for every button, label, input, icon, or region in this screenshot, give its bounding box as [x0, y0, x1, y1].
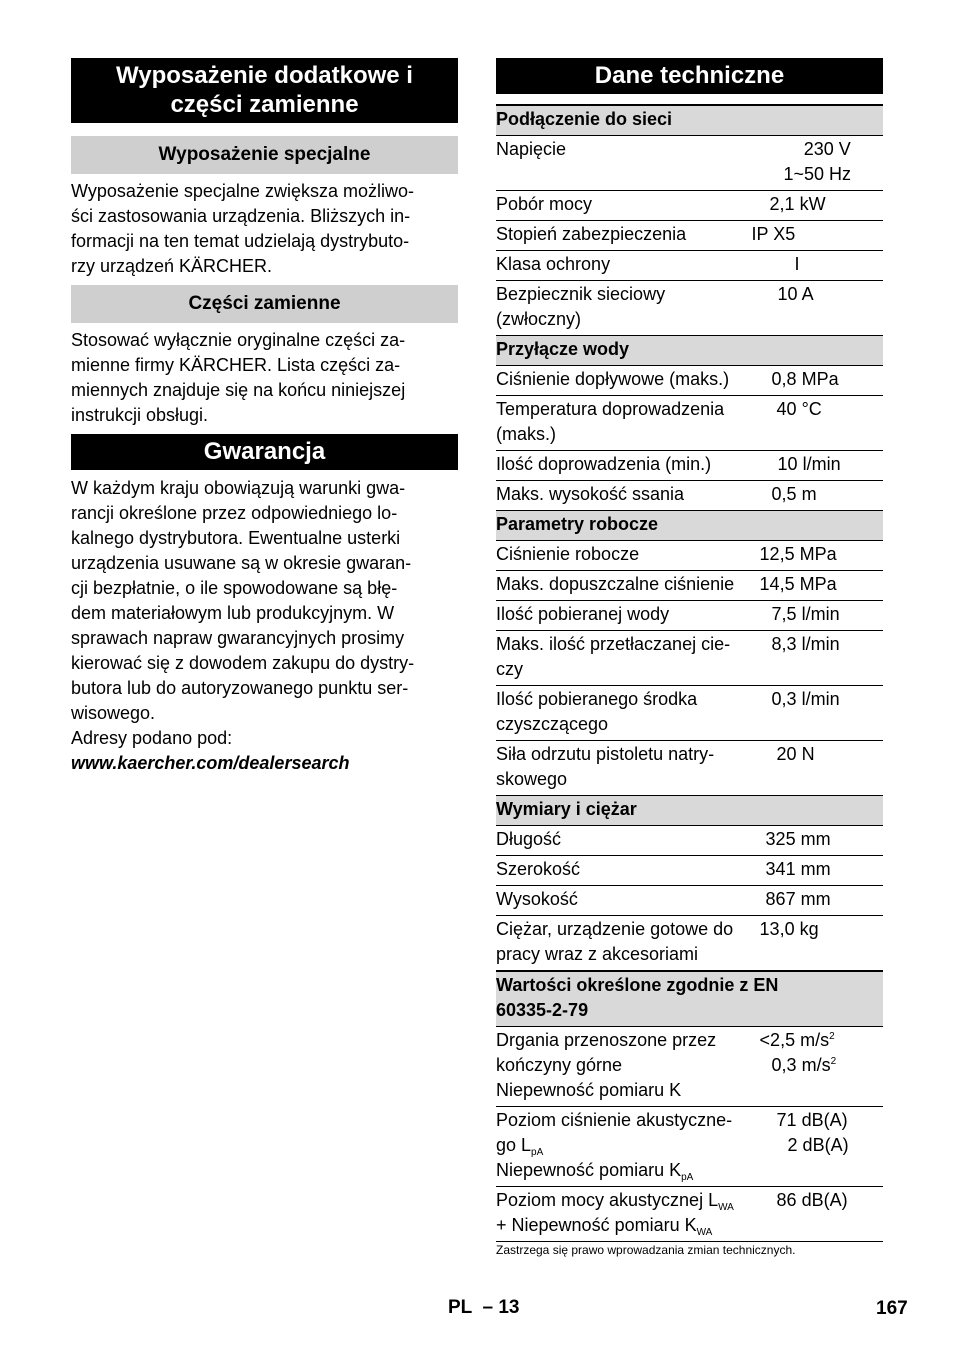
spec-value: 86 dB(A)	[752, 1187, 883, 1242]
table-row	[496, 571, 883, 601]
text-line: Stosować wyłącznie oryginalne części za-	[71, 330, 406, 350]
spec-label: Ilość pobieranej wody	[496, 601, 752, 631]
technical-data-heading: Dane techniczne	[496, 58, 883, 94]
spec-label: Wysokość	[496, 886, 752, 916]
spec-value	[752, 1107, 883, 1187]
text-line: Wyposażenie specjalne zwiększa możliwo-	[71, 181, 414, 201]
spec-value: 12,5 MPa	[752, 541, 883, 571]
table-row	[496, 856, 883, 886]
spec-label-line: pracy wraz z akcesoriami	[496, 944, 699, 964]
spec-label	[496, 396, 752, 451]
spec-label-line: (zwłoczny)	[496, 309, 582, 329]
spec-label-line	[496, 1133, 752, 1158]
subscript: pA	[531, 1147, 544, 1158]
spec-label-line: Niepewność pomiaru K	[496, 1080, 682, 1100]
table-row	[496, 281, 883, 336]
spec-label-line: czy	[496, 659, 523, 679]
section-title: Wymiary i ciężar	[496, 796, 883, 826]
spec-value	[752, 1027, 883, 1107]
text-line: kierować się z dowodem zakupu do dystry-	[71, 653, 415, 673]
table-row	[496, 1187, 883, 1242]
spec-value-line	[760, 1053, 883, 1078]
table-row	[496, 601, 883, 631]
spec-value-line: 71 dB(A)	[776, 1110, 848, 1130]
table-row	[496, 366, 883, 396]
spec-label	[496, 1027, 752, 1107]
spare-parts-heading: Części zamienne	[71, 285, 458, 323]
spec-label: Długość	[496, 826, 752, 856]
superscript: 2	[829, 1031, 835, 1042]
spec-label-line: Siła odrzutu pistoletu natry-	[496, 744, 715, 764]
label-text: Poziom mocy akustycznej L	[496, 1190, 719, 1210]
spec-value: 0,8 MPa	[752, 366, 883, 396]
text-line: instrukcji obsługi.	[71, 405, 209, 425]
spec-label: Napięcie	[496, 136, 752, 191]
spec-label-line: Temperatura doprowadzenia	[496, 399, 725, 419]
spec-value: 10 l/min	[752, 451, 883, 481]
spec-value	[752, 136, 883, 191]
spec-label-line	[496, 1188, 752, 1213]
page-number: 167	[876, 1298, 908, 1319]
spec-value: 0,5 m	[752, 481, 883, 511]
section-title: Podłączenie do sieci	[496, 105, 883, 136]
table-row	[496, 826, 883, 856]
text-line: formacji na ten temat udzielają dystrybuto-	[71, 231, 410, 251]
spec-label: Maks. dopuszczalne ciśnienie	[496, 571, 752, 601]
label-text: + Niepewność pomiaru K	[496, 1215, 697, 1235]
spec-label: Ciśnienie dopływowe (maks.)	[496, 366, 752, 396]
table-row	[496, 136, 883, 191]
text-line: rzy urządzeń KÄRCHER.	[71, 256, 273, 276]
spec-label: Szerokość	[496, 856, 752, 886]
table-row	[496, 1027, 883, 1107]
subscript: WA	[718, 1202, 734, 1213]
spec-label-line	[496, 1158, 752, 1183]
spec-label-line: Maks. ilość przetłaczanej cie-	[496, 634, 731, 654]
section-row	[496, 336, 883, 366]
section-title: Parametry robocze	[496, 511, 883, 541]
table-row	[496, 451, 883, 481]
table-row	[496, 541, 883, 571]
text-line: butora lub do autoryzowanego punktu ser-	[71, 678, 409, 698]
right-column	[496, 58, 883, 1242]
spec-value: 2,1 kW	[752, 191, 883, 221]
text-line: rancji określone przez odpowiedniego lo-	[71, 503, 398, 523]
table-row	[496, 396, 883, 451]
section-title: Przyłącze wody	[496, 336, 883, 366]
spare-parts-text	[71, 328, 458, 428]
spec-label	[496, 631, 752, 686]
text-line: kalnego dystrybutora. Ewentualne usterki	[71, 528, 401, 548]
spec-value: I	[752, 251, 883, 281]
spec-value: 8,3 l/min	[752, 631, 883, 686]
spec-label-line: czyszczącego	[496, 714, 609, 734]
table-row	[496, 481, 883, 511]
section-page-marker: PL – 13	[448, 1297, 520, 1318]
section-title	[496, 971, 883, 1027]
text-line: W każdym kraju obowiązują warunki gwa-	[71, 478, 406, 498]
label-text: go L	[496, 1135, 532, 1155]
label-text: Niepewność pomiaru K	[496, 1160, 682, 1180]
section-row	[496, 796, 883, 826]
text-line: dem materiałowym lub produkcyjnym. W	[71, 603, 395, 623]
spec-label	[496, 1187, 752, 1242]
spec-value-line: 2 dB(A)	[787, 1135, 849, 1155]
value-text: 0,3 m/s	[771, 1055, 831, 1075]
warranty-heading: Gwarancja	[71, 434, 458, 470]
spec-label-line: Ciężar, urządzenie gotowe do	[496, 919, 734, 939]
text-line: ści zastosowania urządzenia. Bliższych in-	[71, 206, 411, 226]
dealer-search-link[interactable]: www.kaercher.com/dealersearch	[71, 753, 350, 773]
spec-label: Klasa ochrony	[496, 251, 752, 281]
spec-label: Stopień zabezpieczenia	[496, 221, 752, 251]
footnote: Zastrzega się prawo wprowadzania zmian technicznych.	[496, 1243, 796, 1257]
spec-value: IP X5	[752, 221, 883, 251]
subscript: pA	[681, 1172, 694, 1183]
spec-value: 40 °C	[752, 396, 883, 451]
table-row	[496, 221, 883, 251]
table-row	[496, 686, 883, 741]
spec-value: 325 mm	[752, 826, 883, 856]
spec-label-line: Ilość pobieranego środka	[496, 689, 698, 709]
spec-value: 13,0 kg	[752, 916, 883, 972]
warranty-text	[71, 476, 458, 751]
spec-label-line: kończyny górne	[496, 1055, 623, 1075]
spec-value-line: 1~50 Hz	[783, 164, 852, 184]
spec-value: 867 mm	[752, 886, 883, 916]
value-text: <2,5 m/s	[759, 1030, 830, 1050]
table-row	[496, 741, 883, 796]
table-row	[496, 251, 883, 281]
table-row	[496, 886, 883, 916]
left-column	[71, 58, 458, 776]
table-row	[496, 1107, 883, 1187]
superscript: 2	[830, 1056, 837, 1067]
spec-label: Ilość doprowadzenia (min.)	[496, 451, 752, 481]
accessories-heading-line1: Wyposażenie dodatkowe i	[116, 62, 413, 89]
technical-data-table	[496, 104, 883, 1242]
special-accessories-text	[71, 179, 458, 279]
section-title-line: 60335-2-79	[496, 1000, 589, 1020]
text-line: mienne firmy KÄRCHER. Lista części za-	[71, 355, 401, 375]
spec-value: 341 mm	[752, 856, 883, 886]
section-title-line: Wartości określone zgodnie z EN	[496, 975, 779, 995]
spec-value: 20 N	[752, 741, 883, 796]
accessories-heading-line2: części zamienne	[170, 91, 359, 118]
spec-value-line: 230 V	[803, 139, 851, 159]
spec-label-line	[496, 1213, 752, 1238]
spec-label: Ciśnienie robocze	[496, 541, 752, 571]
spec-value: 7,5 l/min	[752, 601, 883, 631]
spec-value: 10 A	[752, 281, 883, 336]
spec-label	[496, 281, 752, 336]
spec-label-line: Drgania przenoszone przez	[496, 1030, 717, 1050]
spec-value: 14,5 MPa	[752, 571, 883, 601]
subscript: WA	[696, 1227, 713, 1238]
accessories-heading	[71, 58, 458, 123]
spec-label-line: Poziom ciśnienie akustyczne-	[496, 1110, 733, 1130]
spec-label-line: Bezpiecznik sieciowy	[496, 284, 666, 304]
spec-value: 0,3 l/min	[752, 686, 883, 741]
section-row	[496, 971, 883, 1027]
table-row	[496, 631, 883, 686]
section-row	[496, 511, 883, 541]
spec-label: Pobór mocy	[496, 191, 752, 221]
special-accessories-heading: Wyposażenie specjalne	[71, 136, 458, 174]
spec-value-line	[760, 1028, 883, 1053]
table-row	[496, 191, 883, 221]
spec-label	[496, 1107, 752, 1187]
text-line: cji bezpłatnie, o ile spowodowane są błę-	[71, 578, 398, 598]
spec-label	[496, 741, 752, 796]
table-row	[496, 916, 883, 972]
text-line: Adresy podano pod:	[71, 728, 233, 748]
spec-label	[496, 686, 752, 741]
text-line: wisowego.	[71, 703, 156, 723]
spec-label-line: (maks.)	[496, 424, 556, 444]
section-row	[496, 105, 883, 136]
text-line: sprawach napraw gwarancyjnych prosimy	[71, 628, 405, 648]
text-line: urządzenia usuwane są w okresie gwaran-	[71, 553, 412, 573]
text-line: miennych znajduje się na końcu niniejszej	[71, 380, 406, 400]
spec-label	[496, 916, 752, 972]
spec-label: Maks. wysokość ssania	[496, 481, 752, 511]
spec-label-line: skowego	[496, 769, 568, 789]
